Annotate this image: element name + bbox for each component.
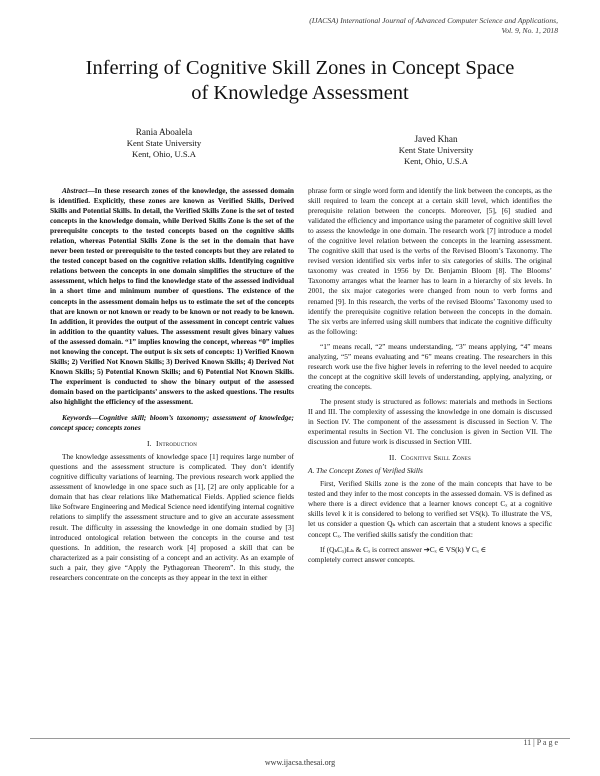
body-paragraph-1: phrase form or single word form and identify the link between the concepts, as the skill required to learn the concept at a certain skill level, which identifies the prerequisite relation between the concepts. Moreover, [5], [6] studied and validated the efficiency and importance using the parameter of cognitive skill level to assess the knowledge in one domain. The research work [7] introduce a model of the cognitive level relation between the concepts in the learning assessment. The cognitive skill that used is the verbs of the Revised Bloom’s Taxonomy. The revised version identified six verbs infer to six categories of skills. The original taxonomy was created in 1956 by Dr. Benjamin Bloom [8]. The Blooms’ Taxonomy arranges what the learner has to learn in a hierarchy of six levels. In 2001, the six major categories were changed from noun to verb forms and renamed [9]. In this research, the verbs of the revised Blooms’ Taxonomy used to identify the prerequisite cognitive relation between the concepts in the domain. The six verbs are inferred using skill numbers that indicate the cognitive difficulty as the following: xyxy=(308,186,552,336)
abstract xyxy=(50,186,294,407)
formula-continuation: completely correct answer concepts. xyxy=(308,554,415,564)
section-heading-introduction: I. Introduction xyxy=(146,439,198,449)
author-name: Rania Aboalela xyxy=(135,127,193,137)
right-column xyxy=(308,186,552,565)
journal-name: (IJACSA) International Journal of Advanced Computer Science and Applications, xyxy=(309,16,558,25)
author-block-2 xyxy=(336,134,536,167)
footer-divider xyxy=(30,738,570,739)
body-paragraph-3: The present study is structured as follows: materials and methods in Sections II and III. The complexity of assessing the knowledge in one domain is discussed in Section IV. The component of the assessment is discussed in Section V. The experimental results in Section VI. The conclusion is given in Section VII. The discussion and future work is discussed in Section VIII. xyxy=(308,396,552,447)
abstract-text: —In these research zones of the knowledge, the assessed domain is identified. Explicitly, these zones are known as Verified Skills, Derived Skills and Potential Skills. In detail, the Verified Skills Zone is the set of tested concepts in the knowledge domain, while Derived Skills Zone is the set of the prerequisite concepts to the tested concepts based on the cognitive skills relation, whereas Potential Skills Zone is the set in the domain that have never been tested or prerequisite to the tested concepts but they are related to the tested concept based on the cognitive relation skills. Identifying cognitive relations between the concepts in one domain simplifies the structure of the assessment, which helps to find the knowledge state of the assessed individual in a short time and minimum number of questions. The existence of the concepts in the assessment domain helps us to estimate the set of the concepts that are known or not known or ready to be known or not ready to be known. In addition, it provides the output of the assessment in concept centric values in addition to the quantity values. The assessment result gives binary values of the assessed domain. “1” implies knowing the concept, whereas “0” implies not knowing the concept. The output is six sets of concepts: 1) Verified Known Skills; 2) Verified Not Known Skills; 3) Derived Known Skills; 4) Derived Not Known Skills; 5) Potential Known Skills; and 6) Potential Not Known Skills. The experiment is conducted to show the binary output of the assessed domain based on the participants’ answers to the asked questions. The results also highlight the efficiency of the assessment. xyxy=(50,186,294,406)
keywords-text: —Cognitive skill; bloom’s taxonomy; assessment of knowledge; concept space; concepts zones xyxy=(50,413,294,433)
journal-header xyxy=(218,16,558,36)
author-affiliation: Kent State University xyxy=(398,145,474,155)
abstract-label: Abstract xyxy=(62,186,88,195)
author-location: Kent, Ohio, U.S.A xyxy=(404,156,468,166)
page-number: 11 | P a g e xyxy=(523,738,558,747)
body-paragraph-4: First, Verified Skills zone is the zone of the main concepts that have to be tested and they infer to the most concepts in the assessed domain. VS is defined as where there is a direct evidence that a learner knows concept Cₓ at a cognitive skills level k it is considered to belong to verified set VS(k). To illustrate the VS, let us consider a question Qₖ which can ascertain that a student knows a specific concept Cₓ. The verified skills satisfy the condition that: xyxy=(308,479,552,539)
formula-line: If (QₖCₓ)Lₖ & Cₓ is correct answer ➔Cₓ ∈ VS(k) ∀ Cₓ ∈ xyxy=(320,544,487,554)
journal-volume: Vol. 9, No. 1, 2018 xyxy=(501,26,558,35)
journal-website: www.ijacsa.thesai.org xyxy=(264,758,336,767)
author-affiliation: Kent State University xyxy=(126,138,202,148)
introduction-paragraph: The knowledge assessments of knowledge space [1] requires large number of questions and the assessment structure is complicated. They don’t identify cognitive difficulty variations of learning. The previous research work applied the assessment of knowledge in one space such as [1], [2] are only applicable for a domain that has clear relations like Mathematical Fields. Applied science fields like Software Engineering and Medical Science need identifying internal cognitive relations to simplify the assessment structure and to give an accurate assessment result. The difficulty in assessing the knowledge in one domain studied by [3] introduced ontological relation between the concepts in the course and test questions. In addition, the research work [4] proposed a skill that can be characterized as a pair consisting of a concept and an activity. As an example of such a pair, they give “Apply the Pythagorean Theorem”. In this study, the researchers concentrate on the concepts as they appear in the text in either xyxy=(50,452,294,582)
left-column xyxy=(50,186,294,583)
paper-title: Inferring of Cognitive Skill Zones in Concept Space of Knowledge Assessment xyxy=(85,57,515,104)
keywords xyxy=(50,413,294,433)
author-name: Javed Khan xyxy=(414,134,458,144)
author-block-1 xyxy=(64,127,264,160)
section-heading-cognitive-skill-zones: II. Cognitive Skill Zones xyxy=(388,453,471,463)
author-location: Kent, Ohio, U.S.A xyxy=(132,149,196,159)
keywords-label: Keywords xyxy=(62,413,92,423)
subsection-heading-a: A. The Concept Zones of Verified Skills xyxy=(308,466,423,476)
body-paragraph-2: “1” means recall, “2” means understanding, “3” means applying, “4” means analyzing, “5” means evaluating and “6” means creating. The researchers in this research work use the five higher levels in referring to the level needed to acquire the concept at the cognitive skill levels of understanding, applying, analyzing, or creating the concepts. xyxy=(308,341,552,391)
